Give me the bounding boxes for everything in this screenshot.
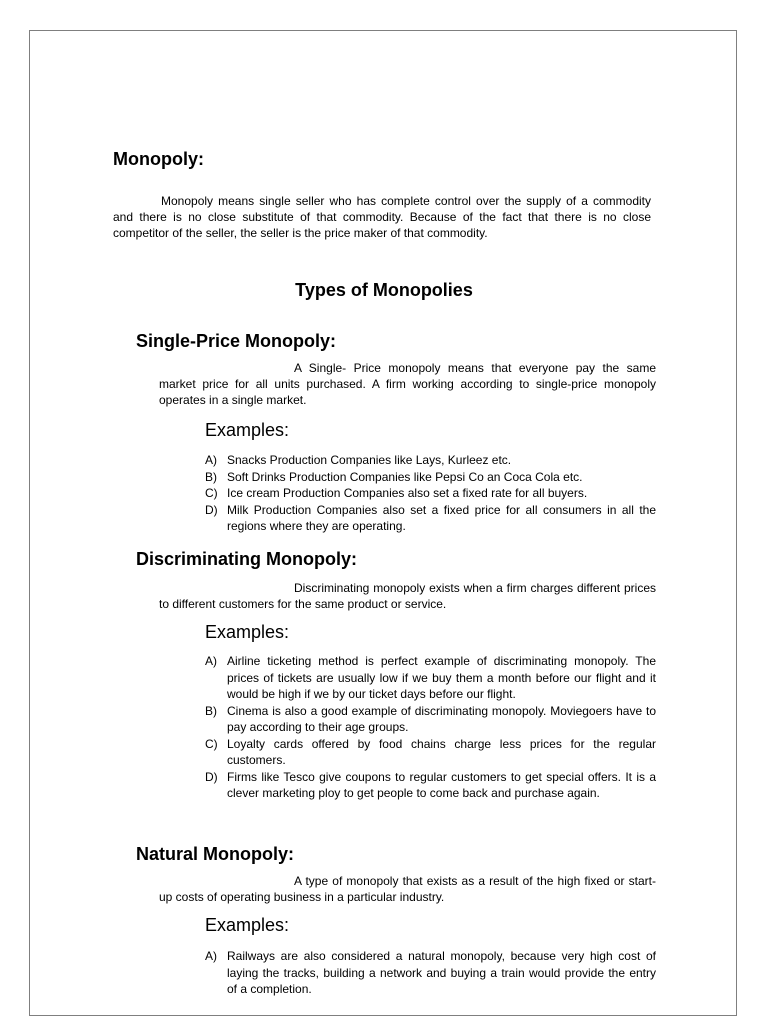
section-title-natural: Natural Monopoly:	[136, 844, 294, 864]
list-item-text: Ice cream Production Companies also set a fixed rate for all buyers.	[227, 486, 588, 500]
examples-list-single-price	[205, 452, 656, 535]
list-item	[205, 502, 656, 535]
types-heading: Types of Monopolies	[295, 280, 473, 300]
list-item-text: Milk Production Companies also set a fixed price for all consumers in all the regions where they are operating.	[227, 502, 656, 533]
list-item	[205, 452, 656, 469]
list-marker: A)	[205, 949, 217, 963]
list-item	[205, 948, 656, 998]
intro-text: Monopoly means single seller who has complete control over the supply of a commodity and there is no close substitute of that commodity. Because of the fact that there is no close competitor of the seller, the seller is the price maker of that commodity.	[113, 194, 651, 240]
section-body-text: A type of monopoly that exists as a result of the high fixed or start-up costs of operating business in a particular industry.	[159, 874, 656, 904]
list-item-text: Loyalty cards offered by food chains charge less prices for the regular customers.	[227, 736, 656, 767]
list-item-text: Railways are also considered a natural monopoly, because very high cost of laying the tracks, building a network and buying a train would provide the entry of a completion.	[227, 949, 656, 996]
examples-list-discriminating	[205, 653, 656, 802]
section-title-single-price: Single-Price Monopoly:	[136, 331, 337, 351]
list-item	[205, 703, 656, 736]
list-marker: A)	[205, 453, 217, 467]
examples-heading-single-price: Examples:	[205, 420, 290, 440]
list-marker: D)	[205, 769, 218, 784]
list-marker: B)	[205, 703, 217, 718]
list-item	[205, 485, 656, 502]
list-item	[205, 469, 656, 486]
document-page	[29, 30, 737, 1016]
list-marker: A)	[205, 654, 217, 668]
list-item-text: Airline ticketing method is perfect example of discriminating monopoly. The prices of tickets are usually low if we buy them a month before our flight and it would be high if we by our ticket days before our flight.	[227, 654, 656, 701]
list-item-text: Cinema is also a good example of discriminating monopoly. Moviegoers have to pay according to their age groups.	[227, 703, 656, 734]
list-marker: B)	[205, 469, 217, 484]
list-item-text: Snacks Production Companies like Lays, Kurleez etc.	[227, 453, 512, 467]
main-title: Monopoly:	[113, 149, 204, 169]
section-body-text: A Single- Price monopoly means that everyone pay the same market price for all units purchased. A firm working according to single-price monopoly operates in a single market.	[159, 361, 656, 407]
section-body-text: Discriminating monopoly exists when a firm charges different prices to different customers for the same product or service.	[159, 581, 656, 611]
section-body-natural	[159, 873, 656, 905]
section-body-single-price	[159, 360, 656, 408]
list-marker: D)	[205, 502, 218, 517]
list-item-text: Firms like Tesco give coupons to regular customers to get special offers. It is a clever marketing ploy to get people to come back and purchase again.	[227, 769, 656, 800]
section-body-discriminating	[159, 580, 656, 612]
list-item	[205, 769, 656, 802]
intro-paragraph	[113, 193, 651, 241]
examples-heading-discriminating: Examples:	[205, 622, 290, 642]
examples-heading-natural: Examples:	[205, 915, 290, 935]
section-title-discriminating: Discriminating Monopoly:	[136, 549, 358, 569]
list-marker: C)	[205, 736, 218, 751]
list-item	[205, 653, 656, 703]
list-item-text: Soft Drinks Production Companies like Pepsi Co an Coca Cola etc.	[227, 469, 583, 484]
examples-list-natural	[205, 948, 656, 998]
list-item	[205, 736, 656, 769]
list-marker: C)	[205, 486, 218, 500]
